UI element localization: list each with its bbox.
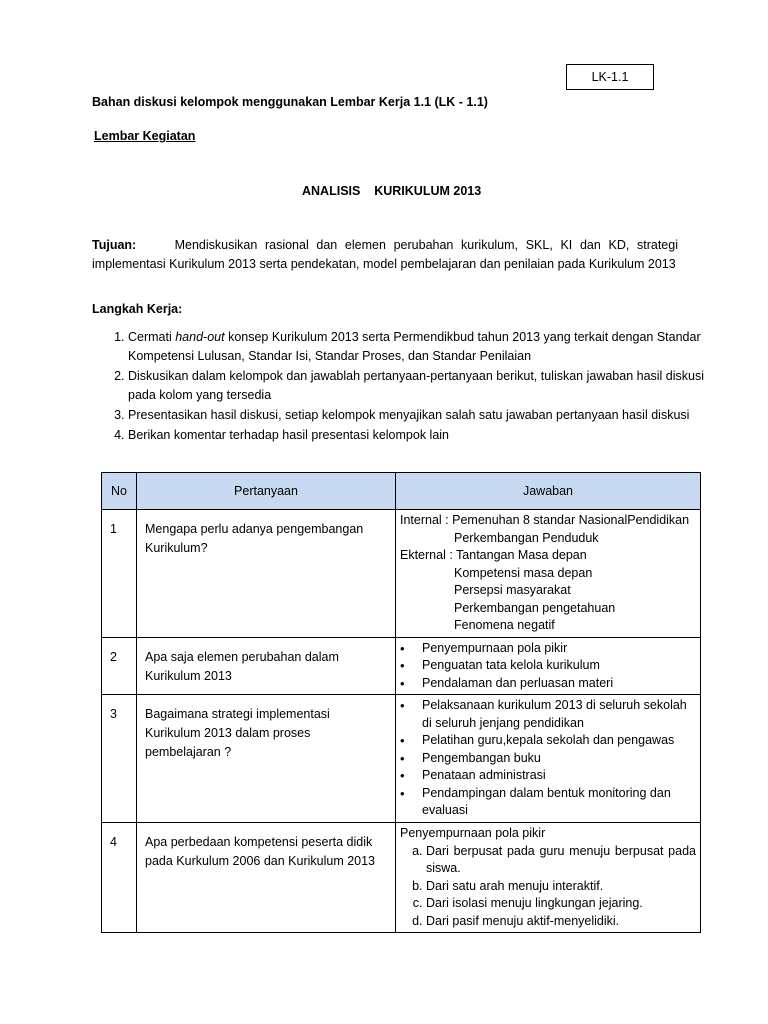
document-code: LK-1.1	[591, 70, 629, 84]
answer-cell	[396, 823, 701, 933]
table-row	[102, 637, 701, 695]
step-emphasis: hand-out	[175, 330, 225, 344]
section-label: Lembar Kegiatan	[94, 129, 196, 143]
answer-list	[400, 697, 696, 820]
step-text: konsep Kurikulum 2013 serta Permendikbud tahun 2013 yang terkait dengan Standar Kompetensi Lulusan, Standar Isi, Standar Proses, dan Standar Penilaian	[128, 330, 701, 363]
row-number: 2	[102, 637, 137, 695]
answer-line: Ekternal : Tantangan Masa depan	[400, 548, 587, 562]
list-item	[128, 328, 728, 366]
list-item: a. Dari berpusat pada guru menuju berpusat pada siswa.	[426, 843, 696, 878]
question-cell: Apa saja elemen perubahan dalam Kurikulum 2013	[137, 637, 396, 695]
tujuan-label: Tujuan:	[92, 238, 137, 252]
answer-cell	[396, 695, 701, 823]
answer-line: Perkembangan Penduduk	[454, 530, 599, 545]
page-title: ANALISIS KURIKULUM 2013	[302, 184, 482, 198]
list-item: • Penataan administrasi	[400, 767, 696, 785]
answer-line: Kompetensi masa depan	[454, 565, 593, 580]
row-number: 3	[102, 695, 137, 823]
intro-line: Bahan diskusi kelompok menggunakan Lembar Kerja 1.1 (LK - 1.1)	[92, 95, 488, 109]
list-item: • Penguatan tata kelola kurikulum	[400, 657, 696, 675]
table-header-row	[102, 473, 701, 510]
answer-line: Perkembangan pengetahuan	[454, 600, 616, 615]
tujuan-paragraph	[92, 236, 678, 273]
row-number: 1	[102, 510, 137, 638]
answer-list	[400, 640, 696, 693]
header-jawaban: Jawaban	[396, 473, 701, 510]
list-item: 2. Diskusikan dalam kelompok dan jawablah pertanyaan-pertanyaan berikut, tuliskan jawaban hasil diskusi pada kolom yang tersedia	[128, 367, 728, 405]
answer-line: Fenomena negatif	[454, 618, 555, 632]
answer-cell	[396, 637, 701, 695]
list-item: • Pelaksanaan kurikulum 2013 di seluruh sekolah di seluruh jenjang pendidikan	[400, 697, 696, 732]
row-number: 4	[102, 823, 137, 933]
question-cell: Apa perbedaan kompetensi peserta didik pada Kurkulum 2006 dan Kurikulum 2013	[137, 823, 396, 933]
question-cell: Bagaimana strategi implementasi Kurikulum 2013 dalam proses pembelajaran ?	[137, 695, 396, 823]
list-item: b. Dari satu arah menuju interaktif.	[426, 878, 696, 896]
header-no: No	[102, 473, 137, 510]
list-item: c. Dari isolasi menuju lingkungan jejaring.	[426, 895, 696, 913]
list-item: • Pengembangan buku	[400, 750, 696, 768]
document-code-box	[566, 64, 654, 90]
langkah-label: Langkah Kerja:	[92, 302, 183, 316]
question-cell: Mengapa perlu adanya pengembangan Kurikulum?	[137, 510, 396, 638]
answer-list	[400, 843, 696, 931]
list-item: • Pendampingan dalam bentuk monitoring dan evaluasi	[400, 785, 696, 820]
answer-title: Penyempurnaan pola pikir	[400, 826, 546, 840]
list-item: 4. Berikan komentar terhadap hasil presentasi kelompok lain	[128, 426, 728, 445]
step-text: Cermati	[128, 330, 176, 344]
answer-line: Persepsi masyarakat	[454, 583, 571, 597]
answer-cell	[396, 510, 701, 638]
table-row	[102, 823, 701, 933]
list-item: • Pelatihan guru,kepala sekolah dan pengawas	[400, 732, 696, 750]
table-row	[102, 695, 701, 823]
list-item: d. Dari pasif menuju aktif-menyelidiki.	[426, 913, 696, 931]
table-row	[102, 510, 701, 638]
header-pertanyaan: Pertanyaan	[137, 473, 396, 510]
langkah-list	[92, 328, 728, 446]
tujuan-text: Mendiskusikan rasional dan elemen perubahan kurikulum, SKL, KI dan KD, strategi implementasi Kurikulum 2013 serta pendekatan, model pembelajaran dan penilaian pada Kurikulum 2013	[92, 238, 678, 271]
list-item: 3. Presentasikan hasil diskusi, setiap kelompok menyajikan salah satu jawaban pertanyaan hasil diskusi	[128, 406, 728, 425]
answer-line: Internal : Pemenuhan 8 standar NasionalPendidikan	[400, 513, 690, 527]
list-item: • Pendalaman dan perluasan materi	[400, 675, 696, 693]
list-item: • Penyempurnaan pola pikir	[400, 640, 696, 658]
qa-table	[101, 472, 701, 933]
